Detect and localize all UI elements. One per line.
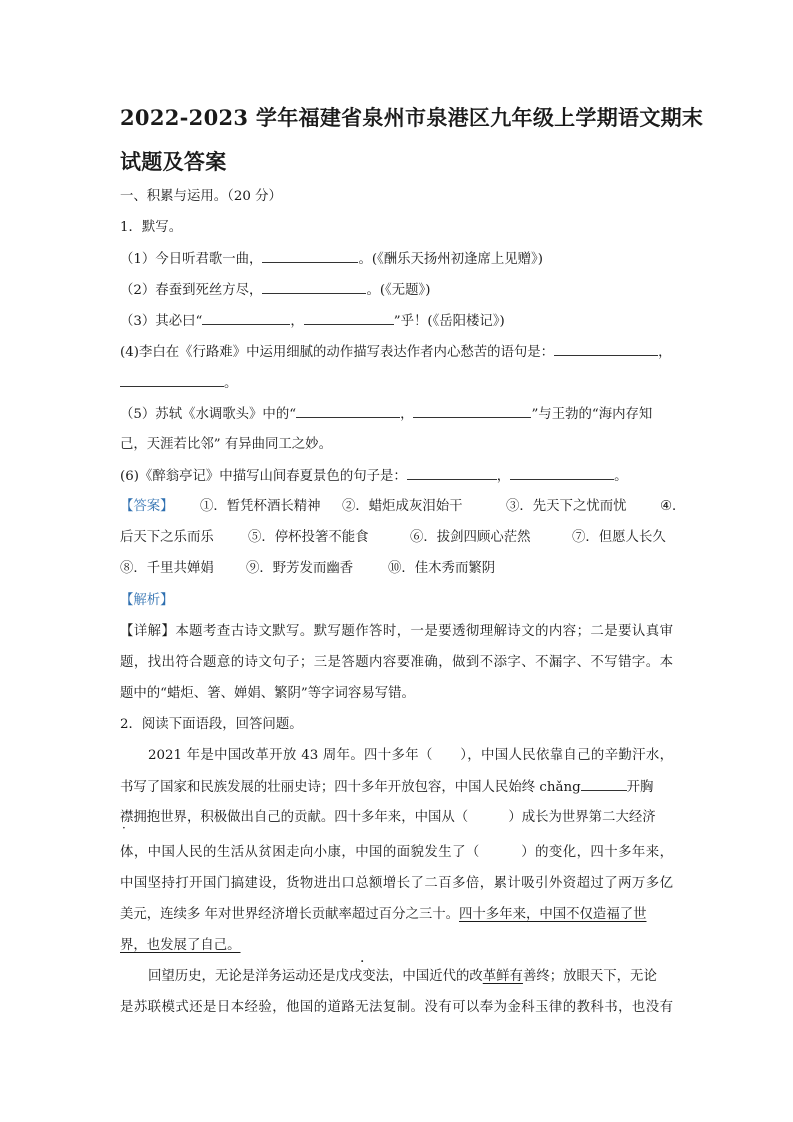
answer-blank[interactable]	[413, 405, 531, 418]
section-heading: 一、积累与运用。（20 分）	[120, 189, 282, 204]
analysis-label: 【解析】	[120, 593, 174, 608]
answer-item: ⑤．停杯投箸不能食	[248, 530, 369, 545]
answer-item: ⑦．但愿人长久	[572, 530, 666, 545]
passage-line: 体，中国人民的生活从贫困走向小康，中国的面貌发生了（ ）的变化，四十多年来，	[120, 845, 673, 860]
answer-line-1	[120, 498, 686, 516]
answer-blank[interactable]	[296, 405, 400, 418]
answer-label: 【答案】	[120, 499, 174, 514]
answer-blank[interactable]	[304, 312, 394, 325]
analysis-line: 题中的“蜡炬、箸、婵娟、繁阴”等字词容易写错。	[120, 686, 415, 701]
question-1-item-4-cont: 。	[120, 374, 237, 393]
underlined-sentence: 四十多年来，中国不仅造福了世	[459, 907, 647, 922]
answer-item: ②．蜡炬成灰泪始干	[342, 499, 463, 514]
passage-line: 襟拥抱世界，积极做出自己的贡献。四十多年来，中国从（ ）成长为世界第二大经济	[120, 810, 656, 825]
question-1-item-2: （2）春蚕到死丝方尽， 。(《无题》)	[120, 283, 431, 298]
answer-blank[interactable]	[510, 467, 614, 480]
question-1-item-4: (4)李白在《行路难》中运用细腻的动作描写表达作者内心愁苦的语句是： ，	[120, 345, 672, 360]
answer-line-2	[120, 529, 673, 547]
analysis-line: 【详解】本题考查古诗文默写。默写题作答时，一是要透彻理解诗文的内容；二是要认真审	[120, 624, 673, 639]
answer-item: ⑥．拔剑四顾心茫然	[410, 530, 531, 545]
passage-line: 中国坚持打开国门搞建设，货物进出口总额增长了二百多倍，累计吸引外资超过了两万多亿	[120, 876, 673, 891]
answer-blank[interactable]	[120, 374, 224, 387]
page-title-line2: 试题及答案	[120, 149, 227, 174]
pinyin-blank[interactable]	[581, 778, 627, 791]
passage-line: 回望历史，无论是洋务运动还是戊戌变法，中国近代的改革鲜有善终；放眼天下，无论	[148, 969, 657, 984]
answer-item: 后天下之乐而乐	[120, 530, 214, 545]
answer-blank[interactable]	[407, 467, 497, 480]
answer-blank[interactable]	[262, 250, 358, 263]
passage-line: 2021 年是中国改革开放 43 周年。四十多年（ ），中国人民依靠自己的辛勤汗水，	[148, 748, 673, 763]
question-2-stem: 2．阅读下面语段，回答问题。	[120, 717, 303, 732]
answer-item: ⑧．千里共婵娟	[120, 561, 214, 576]
question-1-item-1: （1）今日听君歌一曲， 。(《酬乐天扬州初逢席上见赠》)	[120, 252, 543, 267]
passage-line: 书写了国家和民族发展的壮丽史诗；四十多年开放包容，中国人民始终 chǎng 开胸	[120, 780, 654, 795]
passage-line: 美元，连续多 年对世界经济增长贡献率超过百分之三十。四十多年来，中国不仅造福了世	[120, 907, 647, 922]
page-title-line1: 2022-2023 学年福建省泉州市泉港区九年级上学期语文期末	[120, 105, 704, 130]
answer-blank[interactable]	[554, 343, 658, 356]
question-1-item-5-cont: 己，天涯若比邻” 有异曲同工之妙。	[120, 437, 332, 452]
answer-item: ⑨．野芳发而幽香	[246, 561, 354, 576]
underlined-sentence: 界，也发展了自己。	[120, 938, 241, 953]
passage-line	[120, 937, 241, 955]
answer-blank[interactable]	[202, 312, 290, 325]
dotted-char: 襟	[120, 810, 134, 825]
question-1-item-3: （3）其必曰“ ， ”乎！(《岳阳楼记》)	[120, 314, 505, 329]
answer-item: ③．先天下之忧而忧	[506, 499, 627, 514]
question-1-item-5: （5）苏轼《水调歌头》中的“ ， ”与王勃的“海内存知	[120, 407, 653, 422]
emphasis-dot: ·	[360, 954, 365, 970]
underlined-word: 革鲜有	[482, 969, 523, 984]
answer-item: ④．	[660, 499, 686, 514]
question-1-stem: 1．默写。	[120, 220, 183, 235]
passage-line: 是苏联模式还是日本经验，他国的道路无法复制。没有可以奉为金科玉律的教科书，也没有	[120, 1000, 673, 1015]
answer-item: ①．暂凭杯酒长精神	[200, 499, 321, 514]
answer-blank[interactable]	[262, 281, 366, 294]
analysis-line: 题，找出符合题意的诗文句子；三是答题内容要准确，做到不添字、不漏字、不写错字。本	[120, 655, 673, 670]
answer-line-3	[120, 560, 673, 578]
question-1-item-6: (6)《醉翁亭记》中描写山间春夏景色的句子是： ， 。	[120, 469, 628, 484]
answer-item: ⑩．佳木秀而繁阴	[388, 561, 496, 576]
